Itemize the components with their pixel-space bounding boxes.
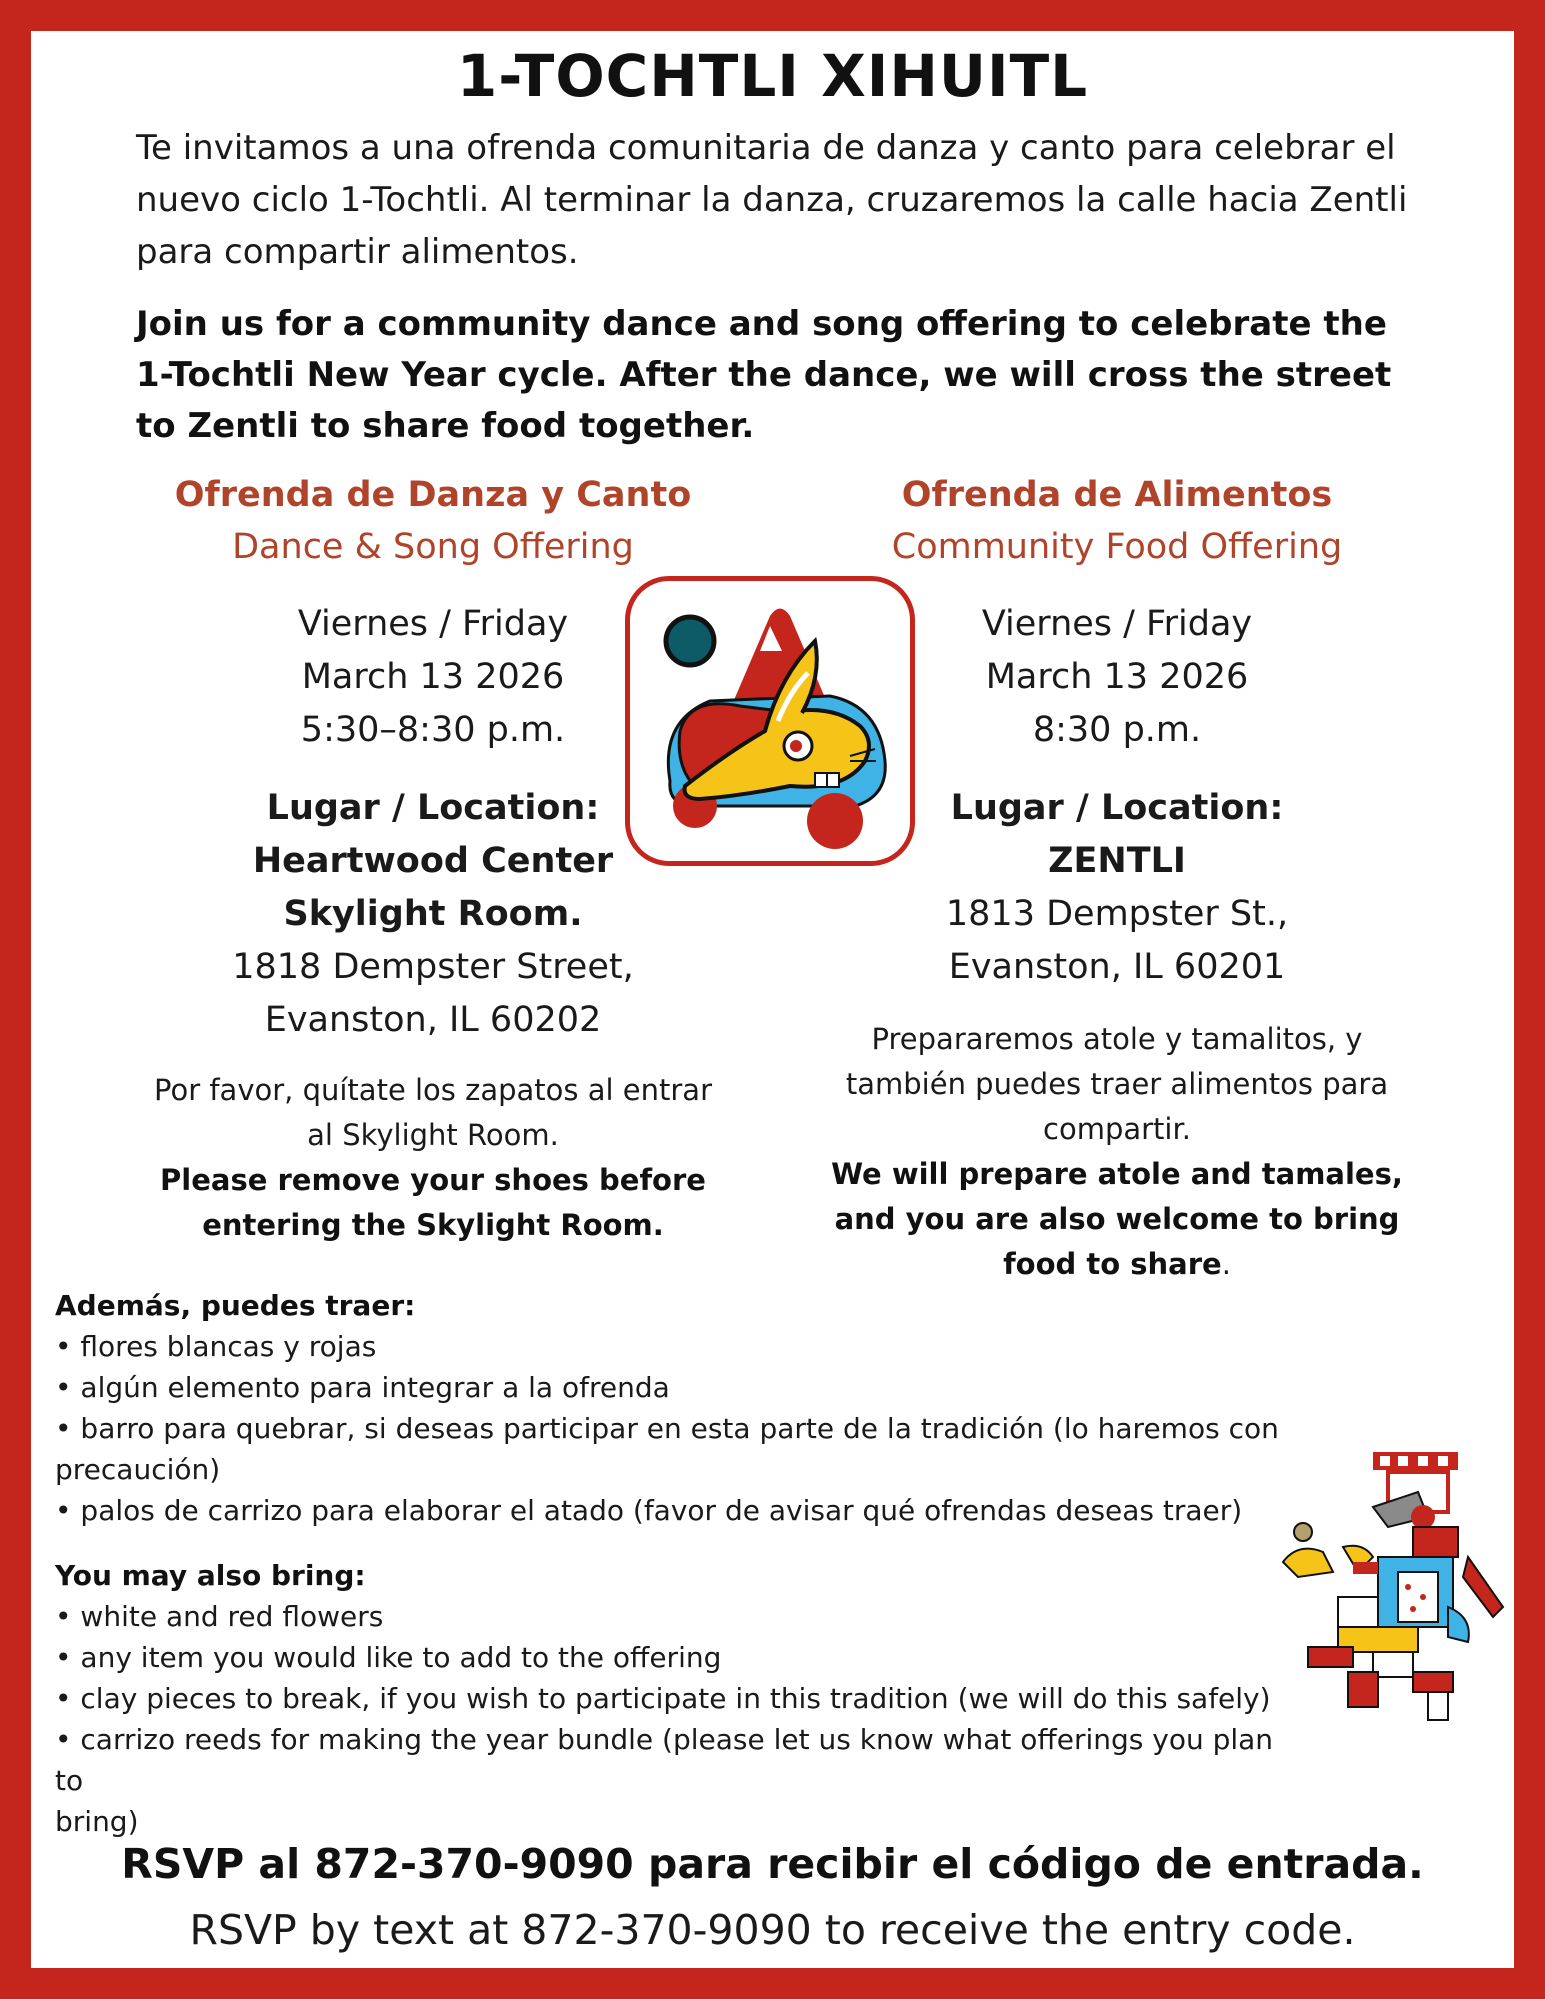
page-title: 1-TOCHTLI XIHUITL bbox=[456, 42, 1089, 110]
dance-note-en-line2: entering the Skylight Room. bbox=[202, 1208, 664, 1242]
rsvp-english: RSVP by text at 872-370-9090 to receive the entry code. bbox=[189, 1906, 1356, 1954]
bring-list-english bbox=[55, 1555, 1305, 1842]
dance-day: Viernes / Friday bbox=[297, 604, 569, 644]
food-address-street: 1813 Dempster St., bbox=[945, 894, 1289, 934]
aztec-deity-figure-icon bbox=[1268, 1447, 1518, 1727]
intro-english: Join us for a community dance and song offering to celebrate the 1-Tochtli New Year cycle. After the dance, we will cross the street to Zentli to share food together. bbox=[136, 304, 1392, 446]
food-note-es-line3: compartir. bbox=[1043, 1112, 1191, 1146]
food-location bbox=[792, 782, 1442, 994]
dance-note-es-line1: Por favor, quítate los zapatos al entrar bbox=[154, 1073, 712, 1107]
list-item: • palos de carrizo para elaborar el atado (favor de avisar qué ofrendas deseas traer) bbox=[55, 1494, 1243, 1527]
food-note-es-line1: Prepararemos atole y tamalitos, y bbox=[871, 1022, 1363, 1056]
dance-venue-name: Heartwood Center bbox=[252, 841, 614, 881]
dance-date: March 13 2026 bbox=[301, 657, 565, 697]
dance-title: Ofrenda de Danza y Canto bbox=[174, 475, 692, 515]
food-title: Ofrenda de Alimentos bbox=[901, 475, 1333, 515]
bring-es-heading: Además, puedes traer: bbox=[55, 1289, 416, 1322]
food-datetime bbox=[792, 598, 1442, 757]
food-note-es-line2: también puedes traer alimentos para bbox=[845, 1067, 1389, 1101]
list-item: • clay pieces to break, if you wish to participate in this tradition (we will do this safely) bbox=[55, 1682, 1271, 1715]
bring-list-spanish bbox=[55, 1285, 1305, 1531]
list-item: bring) bbox=[55, 1805, 139, 1838]
list-item: • algún elemento para integrar a la ofrenda bbox=[55, 1371, 670, 1404]
food-note bbox=[792, 1017, 1442, 1287]
dance-location-label: Lugar / Location: bbox=[266, 788, 600, 828]
list-item: • flores blancas y rojas bbox=[55, 1330, 377, 1363]
food-address-city: Evanston, IL 60201 bbox=[948, 947, 1286, 987]
food-note-en-line3 bbox=[792, 1242, 1442, 1287]
dance-venue-room: Skylight Room. bbox=[283, 894, 583, 934]
food-venue-name: ZENTLI bbox=[1048, 841, 1186, 881]
food-subtitle: Community Food Offering bbox=[891, 527, 1343, 567]
rsvp-spanish: RSVP al 872-370-9090 para recibir el código de entrada. bbox=[121, 1840, 1424, 1888]
dance-address-city: Evanston, IL 60202 bbox=[264, 1000, 602, 1040]
dance-time: 5:30–8:30 p.m. bbox=[300, 710, 566, 750]
list-item: • any item you would like to add to the offering bbox=[55, 1641, 722, 1674]
dance-column bbox=[108, 469, 758, 573]
food-day: Viernes / Friday bbox=[981, 604, 1253, 644]
list-item: precaución) bbox=[55, 1453, 221, 1486]
intro-spanish: Te invitamos a una ofrenda comunitaria de danza y canto para celebrar el nuevo ciclo 1-Tochtli. Al terminar la danza, cruzaremos la calle hacia Zentli para compartir alimentos. bbox=[136, 128, 1408, 272]
dance-note-en-line1: Please remove your shoes before bbox=[160, 1163, 706, 1197]
dance-subtitle: Dance & Song Offering bbox=[232, 527, 634, 567]
food-note-en-line1: We will prepare atole and tamales, bbox=[831, 1157, 1403, 1191]
dance-address-street: 1818 Dempster Street, bbox=[232, 947, 634, 987]
list-item: • white and red flowers bbox=[55, 1600, 384, 1633]
food-column bbox=[792, 469, 1442, 573]
food-note-en-period: . bbox=[1221, 1247, 1231, 1281]
list-item: • carrizo reeds for making the year bundle (please let us know what offerings you plan to bbox=[55, 1723, 1274, 1797]
dance-note bbox=[108, 1068, 758, 1248]
food-time: 8:30 p.m. bbox=[1032, 710, 1202, 750]
food-location-label: Lugar / Location: bbox=[950, 788, 1284, 828]
food-date: March 13 2026 bbox=[985, 657, 1249, 697]
dance-note-es-line2: al Skylight Room. bbox=[307, 1118, 559, 1152]
list-item: • barro para quebrar, si deseas participar en esta parte de la tradición (lo haremos con bbox=[55, 1412, 1279, 1445]
bring-en-heading: You may also bring: bbox=[55, 1559, 366, 1592]
food-note-en-line2: and you are also welcome to bring bbox=[834, 1202, 1400, 1236]
food-note-en-line3-text: food to share bbox=[1003, 1247, 1222, 1281]
